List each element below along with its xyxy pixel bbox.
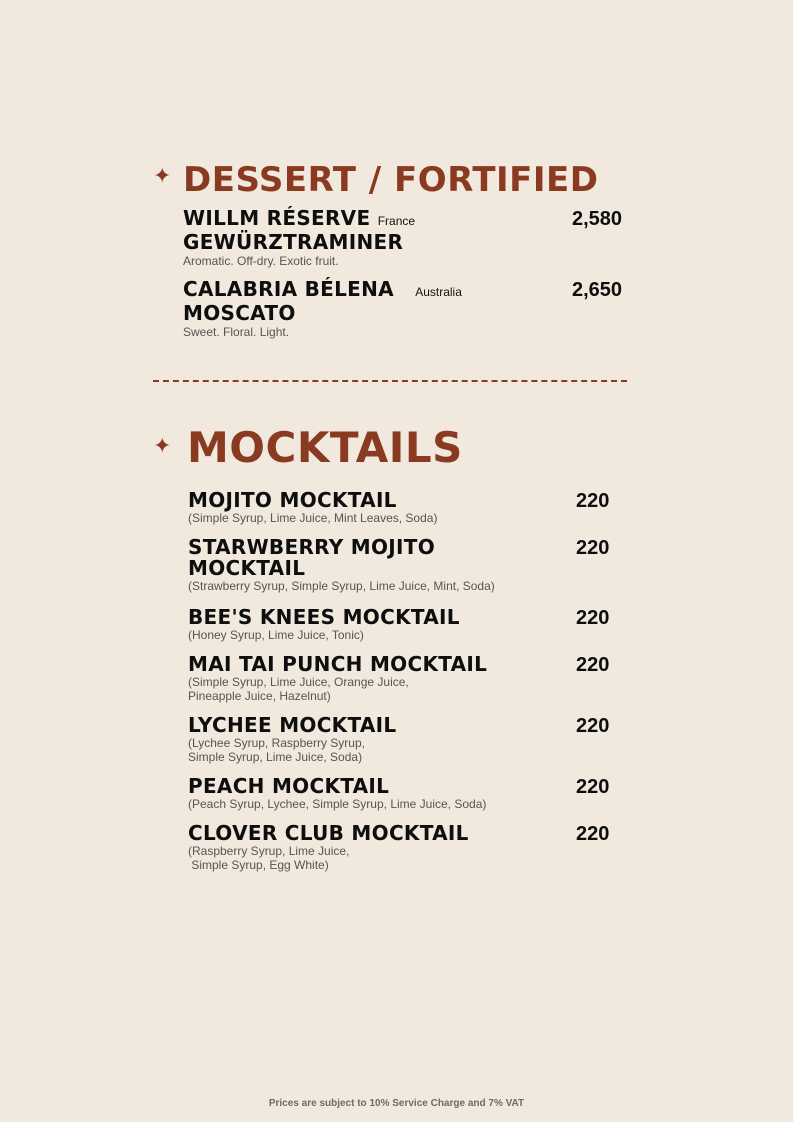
item-name: BEE'S KNEES MOCKTAIL	[188, 605, 460, 629]
mocktail-item	[188, 490, 558, 525]
item-description-line2: Pineapple Juice, Hazelnut)	[188, 689, 331, 703]
item-description: (Strawberry Syrup, Simple Syrup, Lime Juice, Mint, Soda)	[188, 579, 495, 593]
item-country: France	[377, 214, 416, 228]
item-description: (Honey Syrup, Lime Juice, Tonic)	[188, 628, 364, 642]
four-point-star-icon: ✦	[153, 434, 172, 459]
wine-item	[183, 279, 563, 339]
footer-note: Prices are subject to 10% Service Charge and 7% VAT	[268, 1098, 525, 1109]
item-description: (Simple Syrup, Lime Juice, Orange Juice,	[188, 675, 409, 689]
item-price: 2,650	[572, 279, 623, 301]
item-description-line2: Simple Syrup, Egg White)	[188, 858, 329, 872]
item-name-line2: GEWÜRZTRAMINER	[183, 230, 404, 254]
item-price: 220	[576, 654, 610, 676]
item-price: 220	[576, 607, 610, 629]
section-title-mocktails: MOCKTAILS	[187, 423, 463, 472]
mocktail-item	[188, 776, 558, 811]
mocktail-item	[188, 823, 558, 872]
item-price: 220	[576, 537, 610, 559]
item-description: (Lychee Syrup, Raspberry Syrup,	[188, 736, 365, 750]
item-country: Australia	[415, 285, 462, 299]
item-name: CALABRIA BÉLENA Australia	[183, 277, 462, 301]
item-name: MAI TAI PUNCH MOCKTAIL	[188, 652, 488, 676]
wine-item	[183, 208, 563, 268]
item-price: 2,580	[572, 208, 623, 230]
section-title-dessert: DESSERT / FORTIFIED	[183, 160, 599, 200]
item-description: Sweet. Floral. Light.	[183, 325, 290, 339]
item-description: (Raspberry Syrup, Lime Juice,	[188, 844, 350, 858]
item-description-line2: Simple Syrup, Lime Juice, Soda)	[188, 750, 363, 764]
item-price: 220	[576, 490, 610, 512]
item-name: MOJITO MOCKTAIL	[188, 488, 397, 512]
section-divider	[153, 380, 627, 382]
item-name: STARWBERRY MOJITO MOCKTAIL	[188, 535, 436, 580]
item-name: PEACH MOCKTAIL	[188, 774, 390, 798]
item-name: WILLM RÉSERVE France	[183, 206, 416, 230]
item-description: Aromatic. Off-dry. Exotic fruit.	[183, 254, 339, 268]
item-name: CLOVER CLUB MOCKTAIL	[188, 821, 469, 845]
item-price: 220	[576, 823, 610, 845]
four-point-star-icon: ✦	[153, 164, 172, 189]
mocktail-item	[188, 607, 558, 642]
mocktail-item	[188, 715, 558, 764]
mocktail-item	[188, 654, 558, 703]
item-name-line2: MOSCATO	[183, 301, 296, 325]
item-name: LYCHEE MOCKTAIL	[188, 713, 397, 737]
item-description: (Simple Syrup, Lime Juice, Mint Leaves, Soda)	[188, 511, 438, 525]
item-description: (Peach Syrup, Lychee, Simple Syrup, Lime Juice, Soda)	[188, 797, 487, 811]
item-price: 220	[576, 715, 610, 737]
mocktail-item	[188, 535, 495, 593]
item-price: 220	[576, 776, 610, 798]
